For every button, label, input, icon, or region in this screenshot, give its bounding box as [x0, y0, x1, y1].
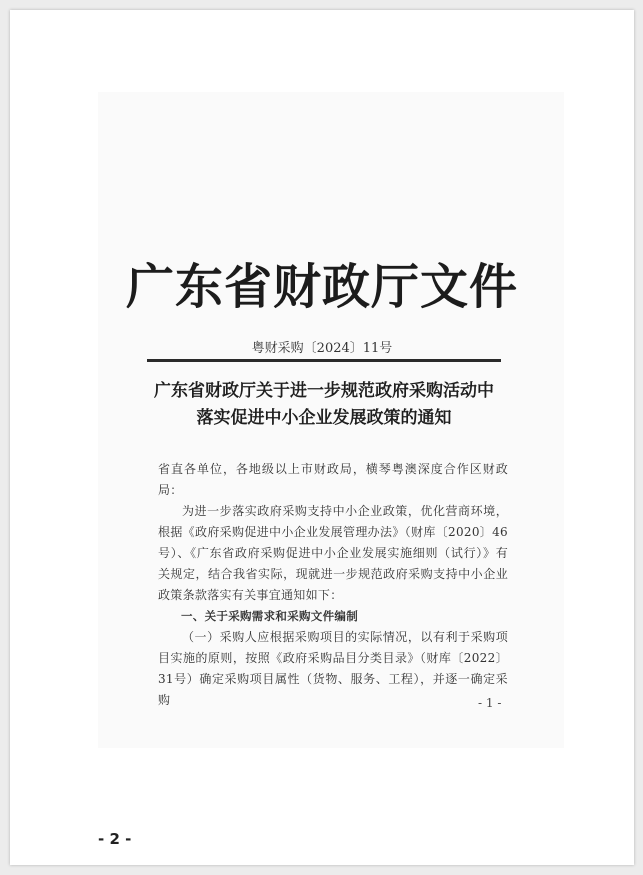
- notice-title-line-1: 广东省财政厅关于进一步规范政府采购活动中: [154, 381, 494, 401]
- document-body: [158, 459, 508, 711]
- section-heading: 一、关于采购需求和采购文件编制: [181, 609, 358, 623]
- salutation: 省直各单位，各地级以上市财政局，横琴粤澳深度合作区财政局：: [158, 462, 508, 497]
- document-number: 粤财采购〔2024〕11号: [251, 341, 393, 356]
- inner-page-number: - 1 -: [478, 696, 502, 710]
- notice-title: [135, 378, 513, 432]
- header-divider: [147, 359, 501, 362]
- page-sheet: [10, 10, 634, 865]
- notice-title-line-2: 落实促进中小企业发展政策的通知: [196, 408, 452, 428]
- page-number: - 2 -: [98, 830, 132, 848]
- intro-paragraph: 为进一步落实政府采购支持中小企业政策，优化营商环境，根据《政府采购促进中小企业发展管理办法》（财库〔2020〕46号）、《广东省政府采购促进中小企业发展实施细则（试行）》有关规定，结合我省实际，现就进一步规范政府采购支持中小企业政策条款落实有关事宜通知如下：: [158, 504, 508, 602]
- section-paragraph: （一）采购人应根据采购项目的实际情况，以有利于采购项目实施的原则，按照《政府采购品目分类目录》（财库〔2022〕31号）确定采购项目属性（货物、服务、工程），并逐一确定采购: [158, 630, 508, 707]
- document-header-title: 广东省财政厅文件: [125, 259, 518, 315]
